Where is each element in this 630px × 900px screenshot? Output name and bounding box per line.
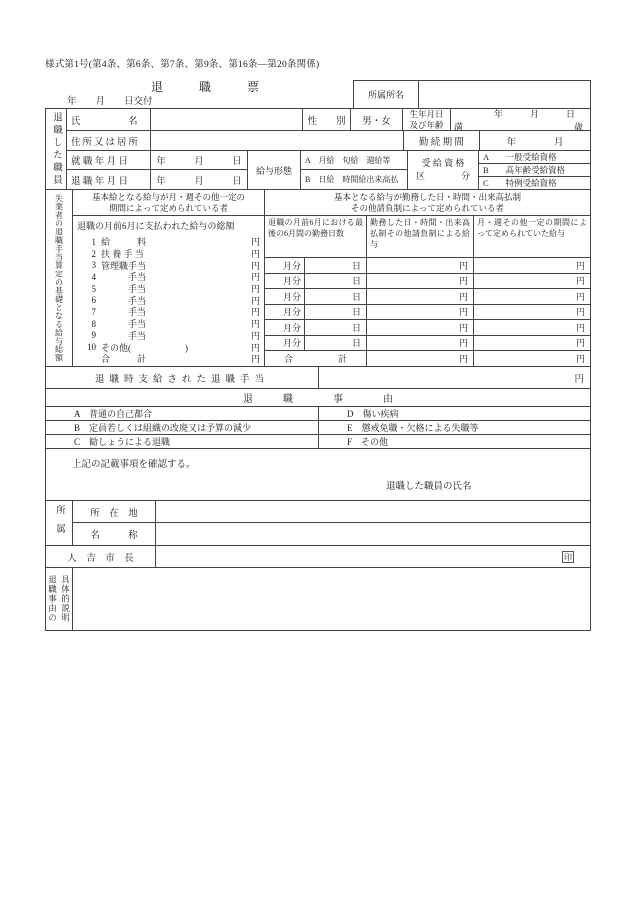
yen-unit: 円 (250, 272, 260, 283)
birth-label (403, 109, 451, 130)
main-form-table (45, 108, 591, 631)
affiliation-vlabel (46, 501, 73, 545)
wage-item-row (73, 294, 264, 306)
yen-unit: 円 (250, 319, 260, 330)
day-label: 日 (351, 307, 361, 318)
hire-date-value: 年 月 日 (151, 151, 247, 170)
birth-man: 満 (454, 121, 464, 132)
day-label: 日 (351, 338, 361, 349)
sex-value: 男・女 (351, 109, 403, 130)
qualification-label-line2: 区 分 (415, 171, 470, 181)
severance-value: 円 (574, 374, 584, 385)
qualification-option-a: A 一般受給資格 (479, 151, 590, 164)
wage-item-name: 扶 養 手 当 (101, 249, 144, 260)
yen-row: 円 (474, 258, 590, 274)
month-day-row (265, 274, 366, 290)
qualification-option-c: C 特例受給資格 (483, 178, 557, 188)
reason-detail-vlabel (46, 568, 73, 630)
birth-label-lines (409, 109, 443, 129)
affiliation-section (46, 501, 590, 546)
office-name-value (419, 81, 590, 108)
yen-row: 円 (474, 305, 590, 321)
wages-header-left (73, 190, 265, 215)
wages-header-left-line1: 基本給となる給与が月・週その他一定の (91, 191, 245, 202)
employee-section-vlabel (46, 109, 67, 189)
piecework-wages-column (367, 216, 474, 366)
wage-items-column (73, 216, 265, 366)
qualification-options-col (479, 151, 590, 189)
wage-item-no: 8 (91, 318, 96, 329)
birth-label-line1: 生年月日 (409, 109, 444, 120)
month-label: 月分 (265, 305, 305, 320)
wage-item-row (73, 271, 264, 283)
reason-row-1 (46, 407, 590, 421)
affiliation-name-row (73, 523, 590, 545)
qualification-option-b: B 高年齢受給資格 (479, 164, 590, 177)
yen-unit: 円 (250, 307, 260, 318)
wages-header-row (73, 190, 590, 216)
working-days-header: 退職の月前6月における最後の6月間の勤務日数 (265, 216, 366, 258)
reason-row-2 (46, 421, 590, 435)
yen-unit: 円 (250, 342, 260, 353)
reason-detail-value (73, 568, 590, 630)
reason-detail-vlabel-col1: 退職事由の (47, 575, 58, 623)
wage-item-name: 手当 (101, 307, 147, 318)
affiliation-address-value (156, 501, 590, 522)
reason-detail-vlabel-col2: 具体的説明 (60, 575, 71, 623)
wage-item-row (73, 236, 264, 248)
wages-vlabel-text: 失業者の退職手当算定の基礎となる給与総額 (54, 194, 64, 362)
reason-option-f: F その他 (347, 437, 389, 447)
mayor-signature-area (156, 546, 590, 567)
month-label: 月分 (265, 320, 305, 335)
reason-option-a: A 普通の自己都合 (46, 407, 319, 420)
yen-row: 円 (367, 320, 473, 336)
wage-item-row (73, 248, 264, 260)
wages-body (73, 190, 590, 366)
wage-item-name: その他( ) (101, 342, 188, 353)
date-labels-col (67, 151, 151, 189)
name-value (151, 109, 303, 130)
yen-row: 円 (367, 258, 473, 274)
page-title: 退 職 票 (150, 80, 259, 94)
wage-item-no: 9 (91, 330, 96, 341)
yen-unit: 円 (250, 295, 260, 306)
payform-option-a: A 月給 旬給 週給等 (301, 151, 407, 170)
yen-unit: 円 (250, 284, 260, 295)
wage-item-no: 10 (87, 342, 96, 353)
wage-item-row (73, 318, 264, 330)
month-day-row (265, 336, 366, 352)
reason-option-b: B 定員若しくは組織の改廃又は予算の減少 (46, 421, 319, 434)
date-values-col (151, 151, 248, 189)
office-name-label: 所属所名 (354, 81, 419, 108)
day-label: 日 (351, 291, 361, 302)
wage-item-name: 管理職手当 (101, 260, 147, 271)
month-day-row (265, 320, 366, 336)
wages-columns (73, 216, 590, 366)
yen-unit: 円 (250, 237, 260, 248)
wage-items-header: 退職の月前6月に支払われた給与の総額 (77, 221, 235, 231)
working-days-column (265, 216, 367, 366)
dates-row-group (67, 151, 590, 189)
affiliation-vlabel-text: 所属 (54, 504, 64, 542)
yen-row: 円 (367, 289, 473, 305)
reason-header: 退 職 事 由 (46, 389, 590, 407)
name-label: 氏 名 (67, 109, 151, 130)
day-label: 日 (351, 276, 361, 287)
reason-option-d: D 傷い疾病 (347, 409, 399, 419)
wage-item-row (73, 259, 264, 271)
wage-item-row (73, 341, 264, 353)
wage-item-no: 2 (91, 248, 96, 259)
birth-label-line2: 及び年齢 (409, 119, 444, 130)
payform-options-col (301, 151, 408, 189)
sex-label: 性 別 (303, 109, 351, 130)
wages-section (46, 190, 590, 367)
month-day-row (265, 305, 366, 321)
qualification-label-line1: 受 給 資 格 (421, 158, 465, 169)
fixed-wages-header: 月・週その他一定の期間によって定められていた給与 (474, 216, 590, 258)
wages-header-right-line2: その他請負制によって定められている者 (350, 202, 504, 213)
wage-item-no: 6 (91, 295, 96, 306)
wages-section-vlabel (46, 190, 73, 366)
yen-row: 円 (474, 274, 590, 290)
wage-items-total-label: 合 計 (101, 354, 147, 365)
month-label: 月分 (265, 258, 305, 273)
address-label: 住所又は居所 (67, 131, 151, 150)
yen-row: 円 (474, 289, 590, 305)
yen-unit: 円 (250, 354, 260, 365)
day-label: 日 (351, 260, 361, 271)
retire-date-label: 退 職 年 月 日 (71, 176, 129, 187)
wages-header-left-line2: 期間によって定められている者 (108, 202, 228, 213)
seal-mark-icon: 印 (564, 553, 572, 562)
severance-row (46, 367, 590, 389)
wages-header-right (265, 190, 590, 215)
mayor-label: 人 吉 市 長 (46, 546, 156, 567)
wage-item-name: 手当 (101, 319, 147, 330)
reason-option-c: C 勧しょうによる退職 (46, 435, 319, 448)
wage-item-row (73, 330, 264, 342)
employee-rows (67, 109, 590, 189)
qualification-label (408, 151, 479, 189)
piecework-wages-header: 勤務した日・時間・出来高払制その他請負制による給与 (367, 216, 473, 258)
yen-unit: 円 (250, 249, 260, 260)
payform-option-b: B 日給 時間給出来高払 (305, 175, 399, 184)
yen-unit: 円 (250, 260, 260, 271)
office-name-box (353, 80, 591, 108)
wage-item-row (73, 306, 264, 318)
yen-unit: 円 (250, 330, 260, 341)
fixed-wages-column (474, 216, 590, 366)
retire-date-value: 年 月 日 (156, 176, 242, 187)
service-period-label: 勤 続 期 間 (404, 131, 480, 150)
wage-item-no: 5 (91, 283, 96, 294)
working-days-total: 合 計 (283, 354, 347, 364)
reason-option-e: E 懲戒免職・欠格による失職等 (347, 423, 479, 433)
wage-item-row (73, 283, 264, 295)
yen-row: 円 (474, 336, 590, 352)
affiliation-name-label: 名 称 (73, 523, 156, 545)
wages-header-right-line1: 基本となる給与が勤務した日・時間・出来高払制 (333, 191, 521, 202)
affiliation-rows (73, 501, 590, 545)
payform-label: 給与形態 (248, 151, 301, 189)
severance-label: 退職時支給された退職手当 (46, 367, 319, 388)
wage-item-name: 手当 (101, 295, 147, 306)
form-content (45, 56, 591, 631)
employee-vlabel-text: 退職した職員 (51, 111, 61, 187)
piecework-total: 円 (458, 354, 468, 364)
affiliation-address-row (73, 501, 590, 523)
birth-value (451, 109, 589, 130)
wage-item-name: 手当 (101, 272, 147, 283)
qualification-label-lines (416, 157, 470, 182)
month-day-row (265, 258, 366, 274)
affiliation-name-value (156, 523, 590, 545)
wage-item-no: 3 (91, 260, 96, 271)
day-label: 日 (351, 322, 361, 333)
address-row (67, 131, 590, 151)
wage-item-no: 4 (91, 271, 96, 282)
reason-row-3 (46, 435, 590, 449)
wage-item-no: 1 (91, 236, 96, 247)
hire-date-label: 就 職 年 月 日 (67, 151, 150, 170)
wage-item-name: 手当 (101, 330, 147, 341)
yen-row: 円 (474, 320, 590, 336)
affiliation-address-label: 所 在 地 (73, 501, 156, 522)
mayor-row (46, 546, 590, 568)
title-block (45, 72, 591, 108)
month-day-row (265, 289, 366, 305)
issue-date-line: 年 月 日交付 (67, 97, 153, 107)
yen-row: 円 (367, 305, 473, 321)
birth-sai: 歳 (573, 121, 583, 132)
wage-items-total-row (73, 353, 264, 365)
wage-item-name: 給 料 (101, 237, 147, 248)
form-number: 様式第1号(第4条、第6条、第7条、第9条、第16条―第20条関係) (45, 60, 320, 70)
month-label: 月分 (265, 336, 305, 351)
confirmation-box (46, 449, 590, 501)
name-row (67, 109, 590, 131)
address-value (151, 131, 404, 150)
month-label: 月分 (265, 274, 305, 289)
yen-row: 円 (367, 336, 473, 352)
fixed-wages-total: 円 (575, 354, 585, 364)
reason-detail-section (46, 568, 590, 630)
wage-item-name: 手当 (101, 284, 147, 295)
birth-units: 年 月 日 (493, 108, 575, 119)
signer-label: 退職した職員の氏名 (386, 482, 472, 492)
wage-item-no: 7 (91, 306, 96, 317)
confirmation-text: 上記の記載事項を確認する。 (72, 460, 196, 470)
employee-section (46, 109, 590, 190)
yen-row: 円 (367, 274, 473, 290)
month-label: 月分 (265, 289, 305, 304)
service-period-value: 年 月 (506, 137, 564, 148)
